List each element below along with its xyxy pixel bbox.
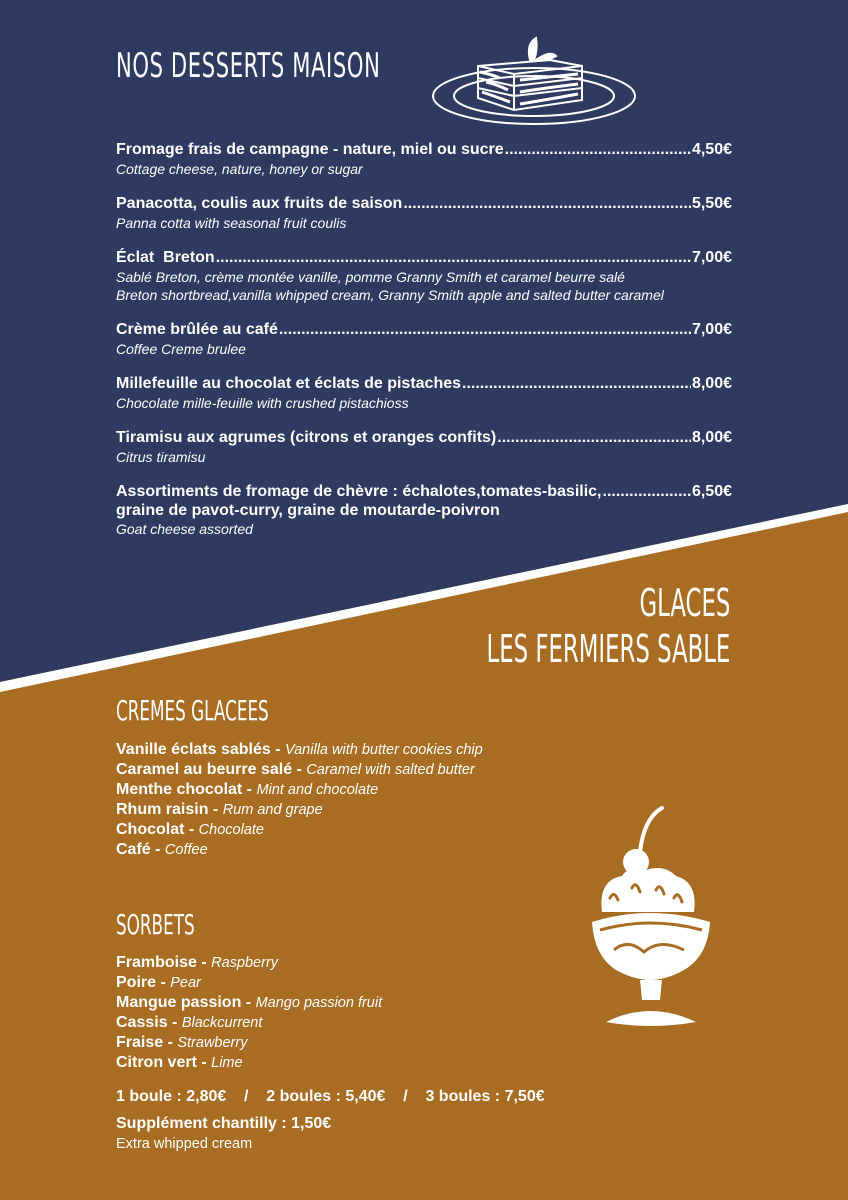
- dessert-name-continued: graine de pavot-curry, graine de moutarde-poivron: [116, 502, 500, 519]
- dot-leader: [403, 194, 691, 214]
- scoop-prices: 1 boule : 2,80€ / 2 boules : 5,40€ / 3 boules : 7,50€: [116, 1088, 545, 1105]
- dessert-name: Panacotta, coulis aux fruits de saison: [116, 195, 403, 212]
- dessert-price: 8,00€: [691, 375, 732, 392]
- glaces-title: [486, 580, 730, 672]
- flavor-translation: Chocolate: [198, 822, 264, 838]
- dessert-description: Panna cotta with seasonal fruit coulis: [116, 215, 347, 231]
- dessert-description-en: Breton shortbread,vanilla whipped cream, Granny Smith apple and salted butter caramel: [116, 287, 664, 303]
- dessert-description: Sablé Breton, crème montée vanille, pomme Granny Smith et caramel beurre salé: [116, 269, 625, 285]
- flavor-name: Mangue passion -: [116, 994, 256, 1011]
- dessert-description: Goat cheese assorted: [116, 521, 253, 537]
- flavor-item: [116, 973, 382, 993]
- flavor-item: [116, 840, 483, 860]
- dessert-name: Éclat Breton: [116, 249, 215, 266]
- desserts-list: [116, 140, 732, 554]
- dessert-price: 8,00€: [691, 429, 732, 446]
- flavor-item: [116, 1013, 382, 1033]
- dessert-name: Millefeuille au chocolat et éclats de pistaches: [116, 375, 462, 392]
- flavor-translation: Rum and grape: [222, 802, 323, 818]
- flavor-name: Menthe chocolat -: [116, 781, 257, 798]
- dessert-description: Chocolate mille-feuille with crushed pistachioss: [116, 395, 409, 411]
- dessert-item: [116, 374, 732, 412]
- dessert-name: Tiramisu aux agrumes (citrons et oranges confits): [116, 429, 497, 446]
- dessert-description: Cottage cheese, nature, honey or sugar: [116, 161, 363, 177]
- flavor-item: [116, 740, 483, 760]
- flavor-translation: Strawberry: [177, 1035, 248, 1051]
- dessert-price: 7,00€: [691, 249, 732, 266]
- dot-leader: [462, 374, 691, 394]
- dessert-item: [116, 194, 732, 232]
- flavor-name: Framboise -: [116, 954, 212, 971]
- flavor-translation: Mint and chocolate: [256, 782, 379, 798]
- flavor-name: Poire -: [116, 974, 171, 991]
- dessert-description: Citrus tiramisu: [116, 449, 206, 465]
- cremes-list: [116, 740, 483, 860]
- flavor-item: [116, 780, 483, 800]
- supplement-translation: Extra whipped cream: [116, 1136, 253, 1152]
- dessert-price: 5,50€: [691, 195, 732, 212]
- ice-cream-sundae-icon: [588, 804, 714, 1032]
- flavor-translation: Vanilla with butter cookies chip: [284, 742, 483, 758]
- flavor-name: Citron vert -: [116, 1054, 212, 1071]
- dot-leader: [216, 248, 691, 268]
- dessert-name: Fromage frais de campagne - nature, miel ou sucre: [116, 141, 504, 158]
- dessert-price: 6,50€: [691, 483, 732, 500]
- flavor-translation: Blackcurrent: [181, 1015, 263, 1031]
- dessert-item: [116, 248, 732, 304]
- dessert-price: 7,00€: [691, 321, 732, 338]
- dot-leader: [505, 140, 691, 160]
- flavor-name: Rhum raisin -: [116, 801, 223, 818]
- extra-supplement: [116, 1114, 331, 1154]
- sorbets-title: SORBETS: [116, 908, 195, 941]
- cake-slice-icon: [430, 20, 638, 130]
- flavor-item: [116, 800, 483, 820]
- sorbets-list: [116, 953, 382, 1073]
- flavor-item: [116, 953, 382, 973]
- glaces-title-line1: GLACES: [639, 581, 730, 625]
- flavor-translation: Coffee: [164, 842, 208, 858]
- flavor-translation: Pear: [170, 975, 201, 991]
- flavor-translation: Raspberry: [211, 955, 279, 971]
- dessert-name: Crème brûlée au café: [116, 321, 278, 338]
- flavor-item: [116, 760, 483, 780]
- desserts-title: NOS DESSERTS MAISON: [116, 46, 381, 86]
- dessert-price: 4,50€: [691, 141, 732, 158]
- dessert-item: [116, 140, 732, 178]
- flavor-item: [116, 1033, 382, 1053]
- flavor-name: Fraise -: [116, 1034, 178, 1051]
- cremes-glacees-title: CREMES GLACEES: [116, 694, 269, 727]
- dessert-item: [116, 482, 732, 538]
- dessert-item: [116, 320, 732, 358]
- dessert-item: [116, 428, 732, 466]
- flavor-name: Vanille éclats sablés -: [116, 741, 285, 758]
- flavor-translation: Caramel with salted butter: [306, 762, 475, 778]
- flavor-item: [116, 1053, 382, 1073]
- glaces-title-line2: LES FERMIERS SABLE: [486, 627, 730, 671]
- flavor-translation: Mango passion fruit: [255, 995, 383, 1011]
- dot-leader: [603, 482, 691, 502]
- flavor-name: Caramel au beurre salé -: [116, 761, 307, 778]
- supplement-chantilly: Supplément chantilly : 1,50€: [116, 1115, 332, 1132]
- flavor-item: [116, 820, 483, 840]
- flavor-name: Cassis -: [116, 1014, 182, 1031]
- flavor-item: [116, 993, 382, 1013]
- flavor-translation: Lime: [211, 1055, 243, 1071]
- dot-leader: [279, 320, 691, 340]
- dot-leader: [497, 428, 691, 448]
- dessert-description: Coffee Creme brulee: [116, 341, 246, 357]
- flavor-name: Chocolat -: [116, 821, 199, 838]
- dessert-name: Assortiments de fromage de chèvre : échalotes,tomates-basilic,: [116, 483, 602, 500]
- flavor-name: Café -: [116, 841, 165, 858]
